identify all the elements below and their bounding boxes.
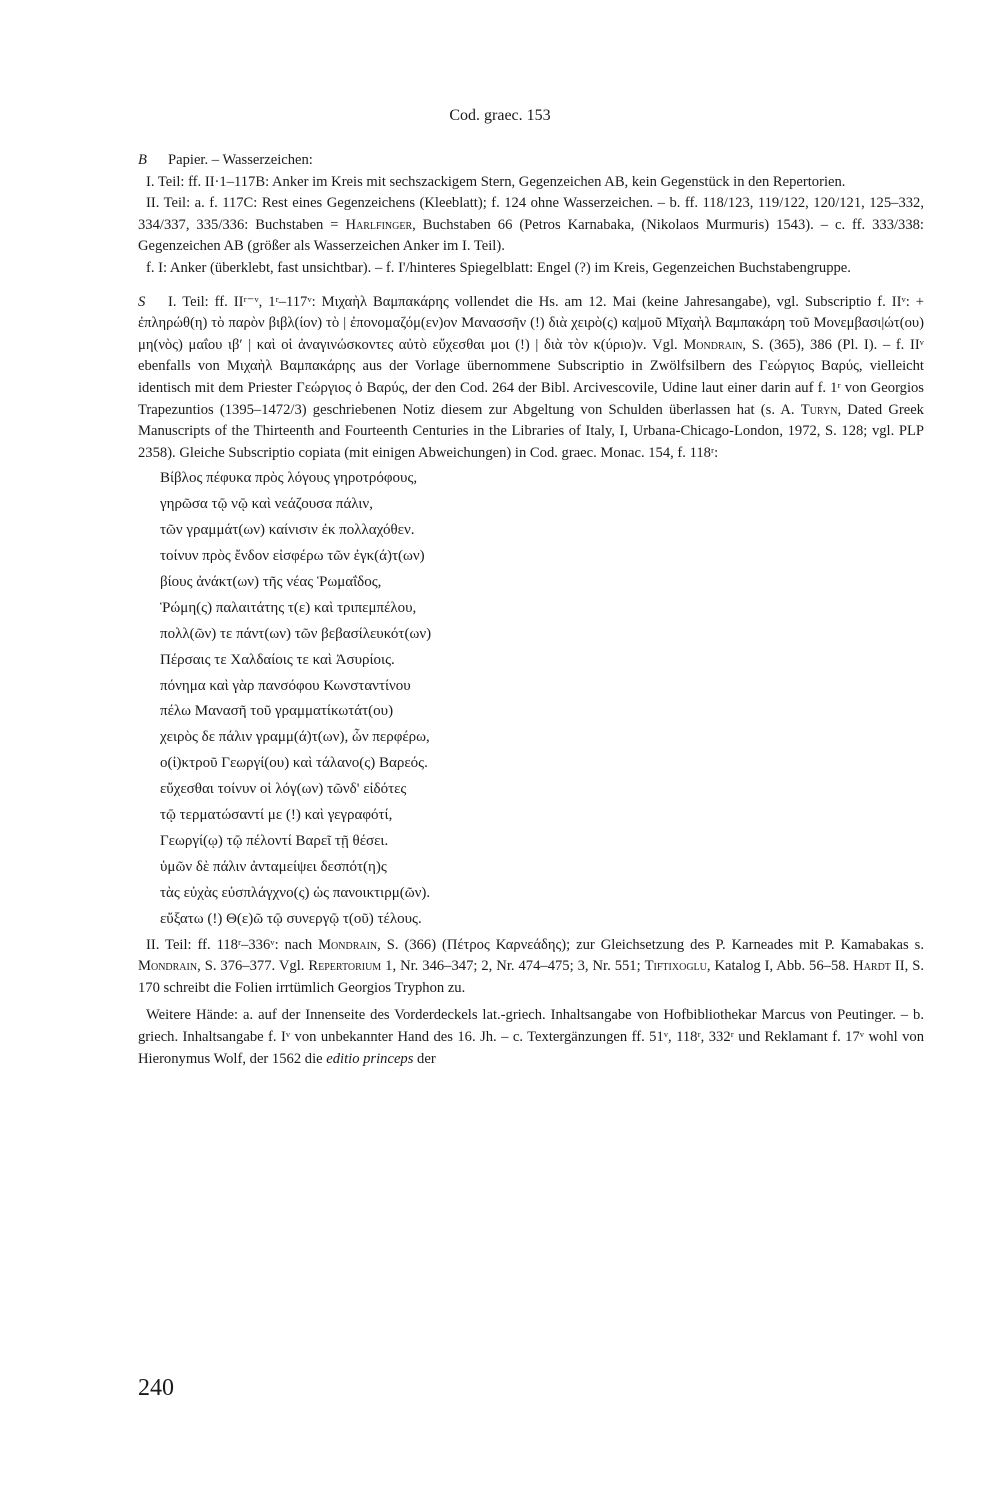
paragraph-watermark-part1: I. Teil: ff. II·1–117B: Anker im Kreis mit sechszackigem Stern, Gegenzeichen AB, kein Gegenstück in den Repertorien. bbox=[146, 173, 846, 190]
verse-line: πόνημα καὶ γὰρ πανσόφου Κωνσταντίνου bbox=[160, 677, 411, 694]
verse-line: τῷ τερματώσαντί με (!) καὶ γεγραφότί, bbox=[160, 807, 393, 824]
verse-line: τῶν γραμμάτ(ων) καίνισιν ἐκ πολλαχόθεν. bbox=[160, 522, 415, 539]
section-sigil-s: S bbox=[138, 293, 146, 310]
verse-line: ὑμῶν δὲ πάλιν ἀνταμείψει δεσπότ(η)ς bbox=[160, 858, 387, 875]
paragraph-watermark-flyleaf: f. I: Anker (überklebt, fast unsichtbar). – f. I'/hinteres Spiegelblatt: Engel (?) im Kreis, Gegenzeichen Buchstabengruppe. bbox=[146, 259, 851, 276]
verse-line: χειρὸς δε πάλιν γραμμ(ά)τ(ων), ὧν περφέρω, bbox=[160, 729, 430, 746]
body-text bbox=[138, 150, 924, 1070]
paragraph-scribe-part1: S I. Teil: ff. IIʳ⁻ᵛ, 1ʳ–117ᵛ: Μιχαὴλ Βαμπακάρης vollendet die Hs. am 12. Mai (keine Jahresangabe), vgl. Subscriptio f. IIᵛ: + ἐπληρώθ(η) τὸ παρὸν βιβλ(ίον) τὸ | ἐπονομαζόμ(εν)ον Μανασσῆν (!) διὰ χειρὸ(ς) κα|μοῦ Μῖχαὴλ Βαμπακάρη τοῦ Μονεμβασι|ώτ(ου) μη(νὸς) μαΐου ιβʹ | καὶ οἱ ἀναγινώσκοντες αὐτὸ εὔχεσθαι μοι (!) | διὰ τὸν κ(ύριο)ν. Vgl. Mondrain, S. (365), 386 (Pl. I). – f. IIᵛ ebenfalls von Μιχαὴλ Βαμπακάρης aus der Vorlage übernommene Subscriptio in Zwölfsilbern des Γεώργιος Βαρύς, vielleicht identisch mit dem Priester Γεώργιος ὁ Βαρύς, der den Cod. 264 der Bibl. Arcivescovile, Udine laut einer darin auf f. 1ʳ von Georgios Trapezuntios (1395–1472/3) geschriebenen Notiz diesem zur Abgeltung von Schulden überlassen hat (s. A. Turyn, Dated Greek Manuscripts of the Thirteenth and Fourteenth Centuries in the Libraries of Italy, I, Urbana-Chicago-London, 1972, S. 128; vgl. PLP 2358). Gleiche Subscriptio copiata (mit einigen Abweichungen) in Cod. graec. Monac. 154, f. 118ʳ: bbox=[138, 293, 924, 461]
verse-line: γηρῶσα τῷ νῷ καὶ νεάζουσα πάλιν, bbox=[160, 496, 373, 513]
verse-line: εὔξατω (!) Θ(ε)ῶ τῷ συνεργῷ τ(οῦ) τέλους. bbox=[160, 910, 422, 927]
verse-line: Βίβλος πέφυκα πρὸς λόγους γηροτρόφους, bbox=[160, 470, 418, 487]
section-sigil-b: B bbox=[138, 152, 147, 168]
verse-line: πολλ(ῶν) τε πάντ(ων) τῶν βεβασίλευκότ(ων) bbox=[160, 625, 432, 642]
verse-line: τοίνυν πρὸς ἔνδον εἰσφέρω τῶν ἐγκ(ά)τ(ων) bbox=[160, 548, 425, 565]
verse-line: βίους ἀνάκτ(ων) τῆς νέας Ῥωμαΐδος, bbox=[160, 573, 382, 590]
paragraph-other-hands: Weitere Hände: a. auf der Innenseite des Vorderdeckels lat.-griech. Inhaltsangabe von Hofbibliothekar Marcus von Peutinger. – b. griech. Inhaltsangabe f. Iᵛ von unbekannter Hand des 16. Jh. – c. Textergänzungen ff. 51ᵛ, 118ʳ, 332ʳ und Reklamant f. 17ᵛ wohl von Hieronymus Wolf, der 1562 die editio princeps der bbox=[138, 1007, 924, 1067]
paragraph-scribe-part2: II. Teil: ff. 118ʳ–336ᵛ: nach Mondrain, S. (366) (Πέτρος Καρνεάδης); zur Gleichsetzung des P. Karneades mit P. Kamabakas s. Mondrain, S. 376–377. Vgl. Repertorium 1, Nr. 346–347; 2, Nr. 474–475; 3, Nr. 551; Tiftixoglu, Katalog I, Abb. 56–58. Hardt II, S. 170 schreibt die Folien irrtümlich Georgios Tryphon zu. bbox=[138, 936, 924, 996]
verse-line: τὰς εὐχὰς εὐσπλάγχνο(ς) ὡς πανοικτιρμ(ῶν). bbox=[160, 884, 431, 901]
section-b-heading: B Papier. – Wasserzeichen: bbox=[138, 150, 924, 172]
verse-line: Ῥώμη(ς) παλαιτάτης τ(ε) καὶ τριπεμπέλου, bbox=[160, 599, 417, 616]
page-number: 240 bbox=[138, 1375, 174, 1401]
paragraph-watermark-part2: II. Teil: a. f. 117C: Rest eines Gegenzeichens (Kleeblatt); f. 124 ohne Wasserzeichen. – b. ff. 118/123, 119/122, 120/121, 125–332, 334/337, 335/336: Buchstaben = Harlfinger, Buchstaben 66 (Petros Karnabaka, (Nikolaos Murmuris) 1543). – c. ff. 333/338: Gegenzeichen AB (größer als Wasserzeichen Anker im I. Teil). bbox=[138, 195, 924, 255]
verse-line: εὔχεσθαι τοίνυν οἱ λόγ(ων) τῶνδ' εἰδότες bbox=[160, 781, 407, 798]
verse-line: Γεωργί(ῳ) τῷ πέλοντί Βαρεῖ τῇ θέσει. bbox=[160, 833, 389, 849]
verse-line: πέλω Μανασῆ τοῦ γραμματίκωτάτ(ου) bbox=[160, 703, 394, 720]
subscription-verse bbox=[160, 466, 924, 932]
verse-line: ο(ἰ)κτροῦ Γεωργί(ου) καὶ τάλανο(ς) Βαρεός. bbox=[160, 755, 428, 772]
running-header: Cod. graec. 153 bbox=[449, 107, 551, 124]
verse-line: Πέρσαις τε Χαλδαίοις τε καὶ Ἀσυρίοις. bbox=[160, 651, 395, 668]
